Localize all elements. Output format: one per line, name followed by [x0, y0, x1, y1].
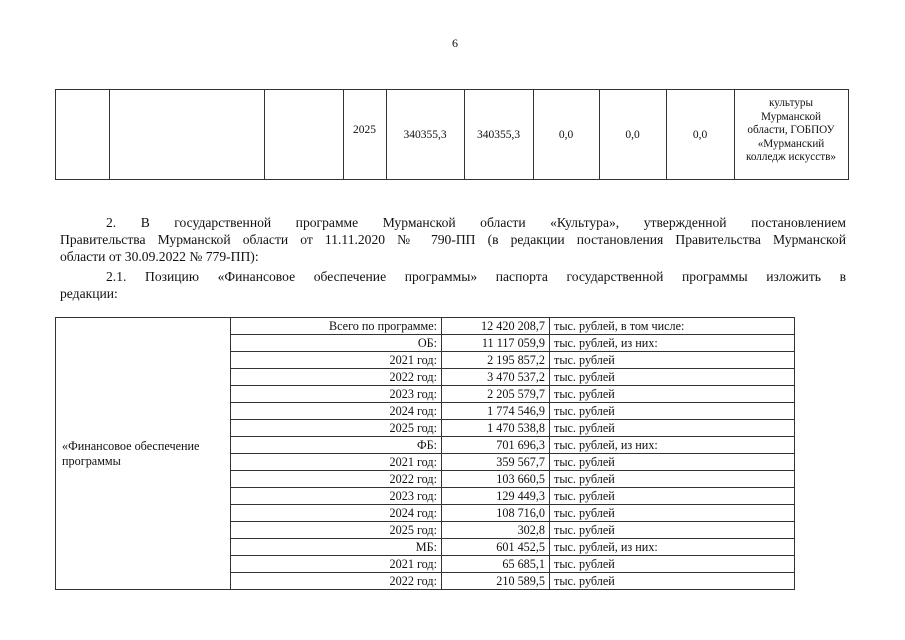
row-value: 701 696,3 — [442, 437, 550, 454]
row-value: 210 589,5 — [442, 573, 550, 590]
row-unit: тыс. рублей — [550, 471, 795, 488]
row-value: 1 774 546,9 — [442, 403, 550, 420]
col-divider — [264, 89, 265, 180]
col-divider — [55, 89, 56, 180]
executor-cell — [734, 89, 848, 180]
row-label: 2024 год: — [231, 403, 442, 420]
row-label: ОБ: — [231, 335, 442, 352]
row-value: 3 470 537,2 — [442, 369, 550, 386]
paragraph-line: 2.1. Позицию «Финансовое обеспечение программы» паспорта государственной программы изложить в — [106, 269, 846, 284]
row-unit: тыс. рублей — [550, 505, 795, 522]
row-value: 601 452,5 — [442, 539, 550, 556]
table-row — [56, 318, 795, 335]
row-unit: тыс. рублей — [550, 403, 795, 420]
row-label: 2024 год: — [231, 505, 442, 522]
row-label: 2025 год: — [231, 522, 442, 539]
executor-line: области, ГОБПОУ — [747, 124, 835, 136]
row-unit: тыс. рублей, из них: — [550, 335, 795, 352]
col-divider — [848, 89, 849, 180]
mb-cell: 0,0 — [625, 129, 640, 141]
row-unit: тыс. рублей — [550, 369, 795, 386]
position-name-line: «Финансовое обеспечение — [62, 438, 200, 453]
row-unit: тыс. рублей — [550, 488, 795, 505]
vb-cell: 0,0 — [692, 129, 708, 141]
row-value: 12 420 208,7 — [442, 318, 550, 335]
paragraph-line: редакции: — [60, 286, 118, 301]
continuation-table — [55, 89, 849, 180]
row-value: 65 685,1 — [442, 556, 550, 573]
paragraph-2-1 — [60, 268, 846, 302]
row-label: 2023 год: — [231, 386, 442, 403]
row-label: ФБ: — [231, 437, 442, 454]
executor-line: «Мурманский — [757, 137, 825, 150]
row-label: 2021 год: — [231, 352, 442, 369]
row-value: 11 117 059,9 — [442, 335, 550, 352]
row-unit: тыс. рублей — [550, 556, 795, 573]
row-label: 2022 год: — [231, 573, 442, 590]
executor-line: Мурманской — [760, 110, 822, 123]
col-divider — [109, 89, 110, 180]
row-value: 2 205 579,7 — [442, 386, 550, 403]
page-number: 6 — [452, 36, 458, 50]
paragraph-line: Правительства Мурманской области от 11.11.2020 № 790-ПП (в редакции постановления Правительства Мурманской — [60, 232, 846, 247]
row-label: 2025 год: — [231, 420, 442, 437]
row-label: 2022 год: — [231, 471, 442, 488]
row-label: 2021 год: — [231, 454, 442, 471]
executor-line: культуры — [768, 97, 814, 109]
year-cell: 2025 — [353, 124, 376, 136]
paragraph-line: области от 30.09.2022 № 779-ПП): — [60, 249, 259, 264]
row-unit: тыс. рублей, из них: — [550, 539, 795, 556]
position-name-line: программы — [62, 453, 121, 468]
position-name-cell — [56, 318, 231, 590]
row-value: 108 716,0 — [442, 505, 550, 522]
row-value: 103 660,5 — [442, 471, 550, 488]
row-unit: тыс. рублей — [550, 454, 795, 471]
row-label: 2021 год: — [231, 556, 442, 573]
finance-table — [55, 317, 795, 590]
row-value: 302,8 — [442, 522, 550, 539]
paragraph-line: 2. В государственной программе Мурманской области «Культура», утвержденной постановлением — [106, 215, 846, 230]
row-unit: тыс. рублей — [550, 420, 795, 437]
row-unit: тыс. рублей — [550, 386, 795, 403]
row-value: 2 195 857,2 — [442, 352, 550, 369]
row-unit: тыс. рублей, в том числе: — [550, 318, 795, 335]
paragraph-2 — [60, 214, 846, 265]
row-label: 2023 год: — [231, 488, 442, 505]
ob-cell: 340355,3 — [476, 129, 521, 141]
row-unit: тыс. рублей, из них: — [550, 437, 795, 454]
total-cell: 340355,3 — [403, 129, 447, 141]
row-unit: тыс. рублей — [550, 573, 795, 590]
row-label: 2022 год: — [231, 369, 442, 386]
fb-cell: 0,0 — [558, 129, 574, 141]
row-value: 1 470 538,8 — [442, 420, 550, 437]
row-label: Всего по программе: — [231, 318, 442, 335]
executor-line: колледж искусств» — [745, 151, 837, 163]
row-value: 129 449,3 — [442, 488, 550, 505]
row-unit: тыс. рублей — [550, 352, 795, 369]
row-value: 359 567,7 — [442, 454, 550, 471]
row-label: МБ: — [231, 539, 442, 556]
row-unit: тыс. рублей — [550, 522, 795, 539]
